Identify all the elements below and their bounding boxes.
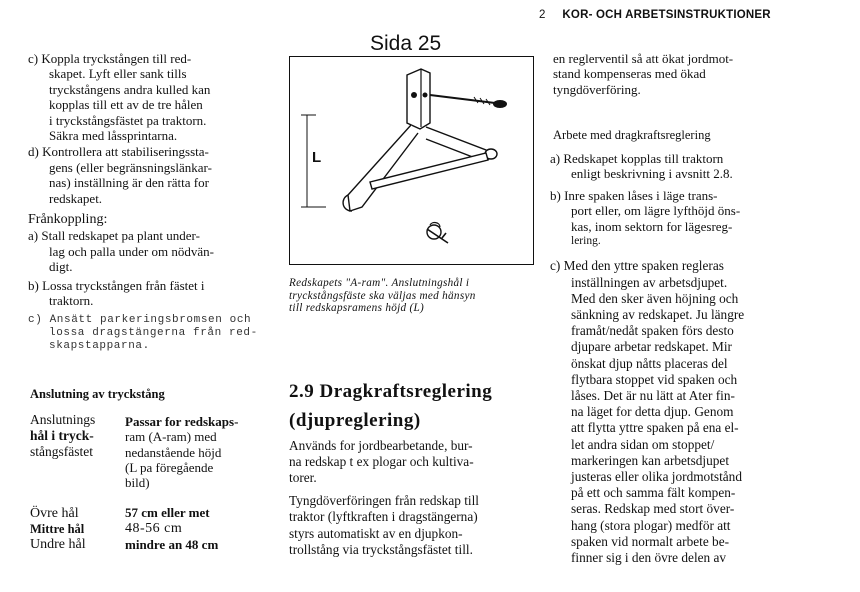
heading-line: 2.9 Dragkraftsreglering — [289, 381, 493, 402]
text-line: Tyngdöverföringen från redskap till — [289, 493, 479, 508]
table-cell-height: mindre an 48 cm — [125, 537, 219, 552]
table-row — [125, 505, 210, 520]
text-line: styrs automatiskt av en djupkon- — [289, 525, 463, 541]
text-line: spaken vid normalt arbete be- — [571, 533, 730, 549]
caption-line: Redskapets "A-ram". Anslutningshål i — [289, 277, 470, 289]
text-line: djupare arbetar redskapet. Mir — [571, 339, 732, 355]
step-c — [550, 258, 744, 566]
text-line: skapstapparna. — [49, 339, 150, 352]
heading-line: (djupreglering) — [289, 410, 421, 431]
table-head-cell: Passar for redskaps- — [125, 414, 239, 429]
text-line: tryckstångens andra kulled kan — [49, 81, 211, 97]
table-cell-hole: Undre hål — [30, 537, 86, 552]
text-line: Med den sker även höjning och — [571, 290, 739, 306]
a-frame-figure — [289, 56, 534, 265]
text-line: finner sig i den övre delen av — [571, 550, 727, 566]
table-cell-hole: Övre hål — [30, 506, 79, 521]
table-head-cell: nedanstående höjd — [125, 444, 222, 460]
header-title: KOR- OCH ARBETSINSTRUKTIONER — [562, 9, 771, 21]
text-line: markeringen kan arbetsdjupet — [571, 452, 730, 468]
section-heading — [289, 377, 492, 435]
table-head-cell: Anslutnings — [30, 412, 96, 427]
text-line: sänkning av redskapet. Ju längre — [571, 307, 745, 323]
text-line: en reglerventil så att ökat jordmot- — [553, 51, 734, 66]
text-line: i tryckstångsfästet pa traktorn. — [49, 112, 207, 128]
text-line: port eller, om lägre lyfthöjd öns- — [571, 203, 741, 219]
text-line: kopplas till ett av de tre hålen — [49, 97, 203, 113]
table-title: Anslutning av tryckstång — [30, 387, 165, 401]
subheading-draft-control: Arbete med dragkraftsreglering — [553, 128, 711, 142]
text-line: hang (stora plogar) medför att — [571, 517, 731, 533]
text-line: traktorn. — [49, 293, 94, 309]
a-frame-illustration — [290, 57, 532, 263]
step-fa — [28, 228, 273, 274]
text-line: c) Med den yttre spaken regleras — [550, 258, 724, 274]
table-cell-height: 48-56 cm — [125, 521, 183, 536]
figure-caption — [289, 277, 537, 315]
text-line: torer. — [289, 469, 317, 485]
step-a — [550, 151, 744, 182]
table-row — [30, 536, 86, 552]
text-line: önskat djup nåtts placeras del — [571, 355, 728, 371]
text-line: Säkra med låssprintarna. — [49, 128, 178, 144]
table-cell-hole: Mittre hål — [30, 522, 85, 536]
side-label: Sida 25 — [370, 32, 442, 55]
text-line: b) Inre spaken låses i läge trans- — [550, 187, 718, 203]
paragraph-usage — [289, 438, 474, 485]
text-line: att flytta yttre spaken på ena el- — [571, 420, 739, 436]
step-d-check — [28, 144, 273, 206]
text-line: skapet. Lyft eller sank tills — [49, 66, 187, 82]
text-line: trollstång via tryckstångsfästet till. — [289, 542, 473, 558]
page-number: 2 — [539, 9, 546, 21]
text-line: framåt/nedåt spaken förs desto — [571, 323, 734, 339]
text-line: digt. — [49, 259, 73, 275]
step-c-connect — [28, 51, 273, 143]
text-line: gens (eller begränsningslänkar- — [49, 159, 212, 175]
text-line: lag och palla under om nödvän- — [49, 243, 214, 259]
text-line: na redskap t ex plogar och kultiva- — [289, 453, 474, 469]
text-line: enligt beskrivning i avsnitt 2.8. — [571, 166, 733, 182]
table-head-left — [30, 412, 95, 460]
text-line: låses. Det är nu lätt at Ater fin- — [571, 388, 735, 404]
text-line: c) Ansätt parkeringsbromsen och — [28, 313, 252, 326]
text-line: traktor (lyftkraften i dragstängerna) — [289, 509, 478, 525]
column-1 — [28, 51, 273, 353]
text-line: seras. Redskap med stort över- — [571, 501, 735, 517]
text-line: na läget for detta djup. Genom — [571, 404, 734, 420]
caption-line: tryckstångsfäste ska väljas med hänsyn — [289, 289, 476, 302]
table-head-cell: bild) — [125, 475, 150, 491]
column-3-steps — [550, 151, 744, 566]
column-3-intro — [553, 51, 733, 97]
step-fb — [28, 278, 273, 309]
text-line: let andra sidan om stoppet/ — [571, 436, 715, 452]
paragraph-transfer — [289, 493, 479, 559]
text-line: kas, inom sektorn for lägesreg- — [571, 218, 733, 234]
text-line: på ett och samma fält kompen- — [571, 485, 736, 501]
page-header — [539, 9, 771, 21]
caption-line: till redskapsramens höjd (L) — [289, 302, 425, 315]
section-frankoppling: Frånkoppling: — [28, 212, 108, 228]
step-b — [550, 188, 744, 250]
table-row — [30, 521, 84, 537]
text-line: Används for jordbearbetande, bur- — [289, 438, 473, 453]
table-row — [30, 505, 79, 521]
text-line: tyngdöverföring. — [553, 81, 641, 97]
text-line: flytbara stoppet vid spaken och — [571, 371, 738, 387]
text-line: b) Lossa tryckstången från fästet i — [28, 277, 205, 293]
table-row — [125, 537, 218, 552]
text-line: stand kompenseras med ökad — [553, 66, 706, 82]
text-line: lossa dragstängerna från red- — [49, 326, 258, 339]
dimension-label: L — [312, 149, 322, 166]
text-line: d) Kontrollera att stabiliseringssta- — [28, 144, 209, 160]
table-head-cell: (L pa föregående — [125, 459, 214, 475]
table-head-right — [125, 414, 238, 490]
text-line: a) Redskapet kopplas till traktorn — [550, 151, 724, 166]
text-line: a) Stall redskapet pa plant under- — [28, 228, 200, 244]
step-fc — [28, 314, 273, 353]
text-line: nas) inställning är den rätta for — [49, 175, 209, 191]
table-head-cell: ram (A-ram) med — [125, 429, 217, 445]
text-line: c) Koppla tryckstången till red- — [28, 51, 192, 66]
table-head-cell: hål i tryck- — [30, 428, 94, 443]
table-head-cell: stångsfästet — [30, 444, 93, 459]
text-line: redskapet. — [49, 190, 103, 206]
table-cell-height: 57 cm eller met — [125, 505, 210, 520]
text-line: lering. — [571, 235, 601, 248]
text-line: justeras eller olika jordmotstånd — [571, 469, 742, 485]
table-row — [125, 520, 182, 536]
text-line: inställningen av arbetsdjupet. — [571, 274, 728, 290]
